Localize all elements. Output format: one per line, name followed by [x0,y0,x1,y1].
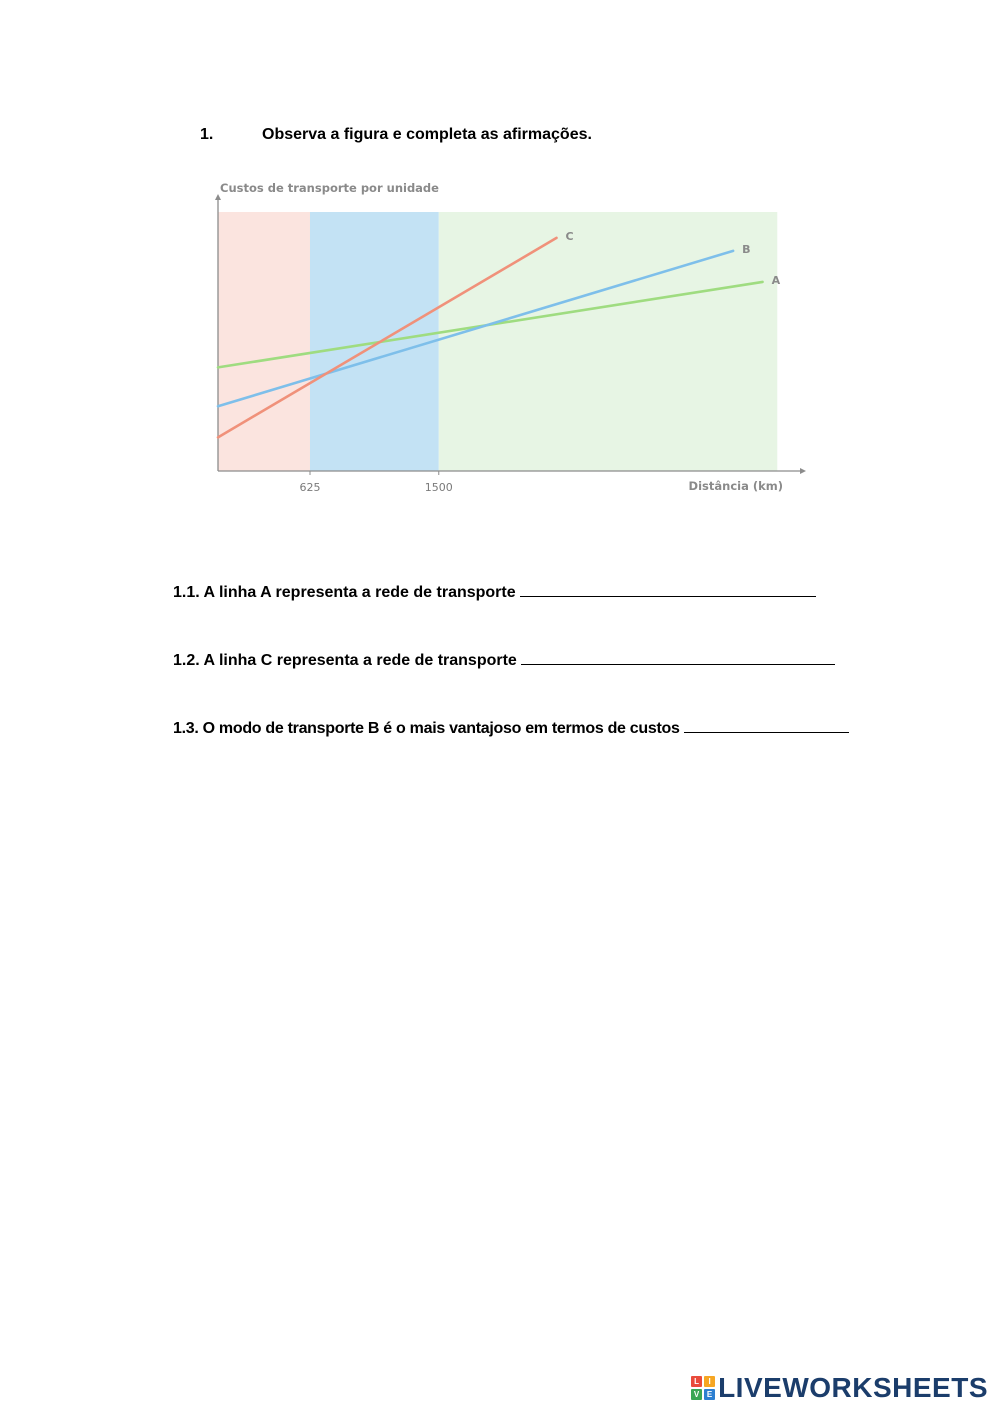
series-label-c: C [565,229,574,243]
question-heading [200,126,592,144]
statement-text: 1.1. A linha A representa a rede de transporte [173,584,516,601]
statement-text: 1.3. O modo de transporte B é o mais vantajoso em termos de custos [173,720,680,737]
question-number: 1. [200,126,214,143]
brand-name: LIVEWORKSHEETS [718,1372,988,1403]
logo-letter: I [704,1376,715,1387]
x-tick-label: 1500 [424,481,453,494]
logo-letter: E [704,1389,715,1400]
x-tick-label: 625 [299,481,321,494]
chart-svg [200,172,810,508]
transport-cost-chart [200,172,810,508]
statement-1-3 [173,718,849,738]
chart-region-2 [310,212,439,471]
statement-text: 1.2. A linha C representa a rede de transporte [173,652,517,669]
x-axis-arrow [800,468,806,474]
x-axis-label: Distância (km) [688,479,783,493]
logo-letter: L [691,1376,702,1387]
series-label-a: A [771,273,781,287]
statement-1-1 [173,582,816,602]
answer-blank[interactable] [684,718,849,733]
logo-letter: V [691,1389,702,1400]
brand-logo-icon [691,1376,715,1400]
question-text: Observa a figura e completa as afirmações. [262,126,592,143]
answer-blank[interactable] [521,650,835,665]
series-label-b: B [742,242,751,256]
statement-1-2 [173,650,835,670]
liveworksheets-brand [691,1372,988,1404]
chart-region-3 [439,212,778,471]
answer-blank[interactable] [520,582,816,597]
chart-region-1 [218,212,310,471]
y-axis-label: Custos de transporte por unidade [220,181,439,195]
